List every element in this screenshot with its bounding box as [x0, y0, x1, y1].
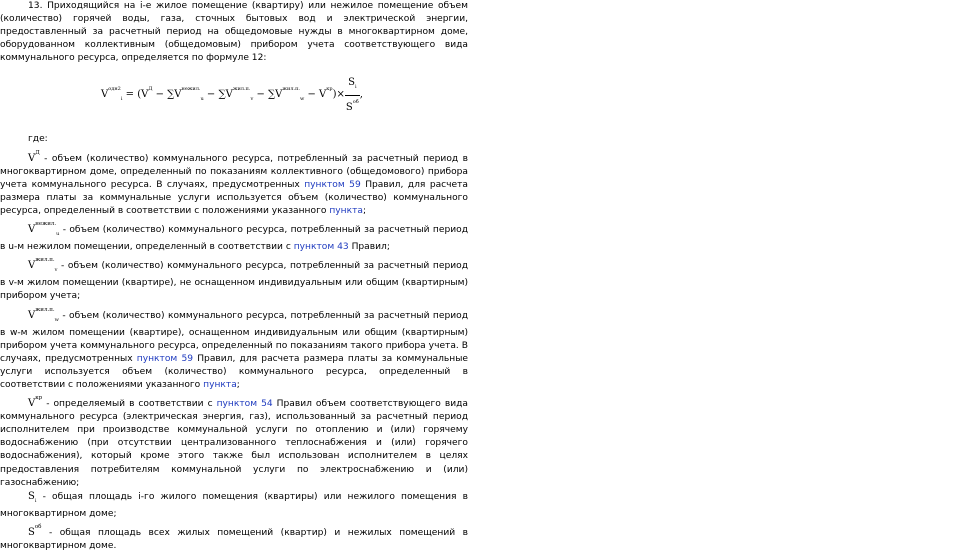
definition-text: Правил объем соответствующего вида коммунального ресурса (электрическая энергия, газ), использованный за расчетный период исполнителем при производстве коммунальной услуги по отоплению и (или) горячему водоснабжению (при отсутствии централизованного теплоснабжения и (или) горячего водоснабжения), который кроме этого также был использован исполнителем в целях предоставления потребителям коммунальной услуги по электроснабжению и (или) газоснабжению; [0, 399, 468, 488]
symbol-sub: v [54, 267, 58, 274]
rule-link[interactable]: пункта [203, 379, 237, 390]
definition-text: Правил, для расчета размера платы за коммунальные услуги используется объем (количество) коммунального ресурса, определенный в соответствии с положениями указанного [0, 179, 468, 216]
symbol-sup: кр [35, 395, 43, 402]
rule-link[interactable]: пунктом 59 [136, 353, 194, 364]
symbol-base: V [28, 152, 36, 164]
definition-text: Правил; [348, 242, 390, 253]
definition-text: - объем (количество) коммунального ресурса, потребленный за расчетный период в многоквартирном доме, определенный по показаниям коллективного (общедомового) прибора учета коммунального ресурса. В случаях, предусмотренных [0, 153, 468, 190]
definition-text: - общая площадь i-го жилого помещения (квартиры) или нежилого помещения в многоквартирном доме; [0, 491, 468, 519]
symbol-sub: u [56, 231, 60, 238]
symbol-base: V [28, 398, 36, 410]
f-cr-sup: кр [326, 86, 333, 93]
rule-link[interactable]: пунктом 54 [216, 399, 273, 410]
definition-text: - определяемый в соответствии с [42, 399, 217, 410]
symbol-sup: жил.п. [35, 306, 55, 313]
symbol-base: V [28, 309, 36, 321]
definition-symbol [28, 221, 60, 238]
formula-12 [0, 65, 468, 133]
f-v-sub: v [250, 96, 254, 103]
f-w-sup: жил.п. [282, 86, 301, 93]
document-body [0, 0, 468, 553]
symbol-sup: жил.п. [35, 257, 55, 264]
definition-symbol [28, 149, 40, 164]
definition-text: - объем (количество) коммунального ресурса, потребленный за расчетный период в v-м жилом помещении (квартире), не оснащенном индивидуальным или общим (квартирным) прибором учета; [0, 261, 468, 302]
definition-symbol [28, 523, 42, 538]
definition-item [0, 254, 468, 303]
intro-text: 13. Приходящийся на i-е жилое помещение (квартиру) или нежилое помещение объем (количество) горячей воды, газа, сточных бытовых вод и электрической энергии, предоставленный за расчетный период на общедомовые нужды в многоквартирном доме, оборудованном коллективным (общедомовым) прибором учета соответствующего вида коммунального ресурса, определяется по формуле 12: [0, 1, 468, 64]
definition-item [0, 521, 468, 553]
definition-symbol [28, 395, 43, 410]
symbol-base: V [28, 224, 36, 236]
f-v-sup: жил.п. [232, 86, 251, 93]
symbol-base: S [28, 490, 35, 502]
definition-item [0, 490, 468, 521]
rule-link[interactable]: пунктом 43 [293, 242, 349, 253]
symbol-sup: нежил. [35, 221, 57, 228]
f-num-sub: i [354, 84, 357, 91]
f-d-sup: Д [148, 86, 153, 93]
definition-item [0, 304, 468, 393]
definition-text: - объем (количество) коммунального ресурса, потребленный за расчетный период в u-м нежилом помещении, определенный в соответствии с [0, 225, 468, 253]
f-den: S [345, 101, 353, 113]
symbol-sub: i [34, 497, 37, 504]
definition-text: - объем (количество) коммунального ресурса, потребленный за расчетный период в w-м жилом помещении (квартире), оснащенном индивидуальным или общим (квартирным) прибором учета коммунального ресурса, определенный по показаниям такого прибора учета. В случаях, предусмотренных [0, 310, 468, 364]
f-w-sub: w [300, 96, 305, 103]
definition-symbol [28, 306, 59, 323]
f-lhs-sub: i [120, 96, 123, 103]
f-lhs-sup: одн2 [108, 86, 121, 93]
f-t2: − ∑V [203, 89, 233, 101]
symbol-sup: об [34, 523, 42, 530]
f-den-sup: об [352, 98, 359, 105]
definitions-list [0, 147, 468, 553]
f-u-sup: нежил. [181, 86, 201, 93]
intro-paragraph [0, 0, 468, 65]
symbol-sub: w [54, 316, 59, 323]
where-label: где: [28, 134, 48, 145]
f-num: S [348, 77, 355, 89]
f-t1: − ∑V [152, 89, 182, 101]
f-numerator [345, 76, 360, 95]
definition-text: ; [236, 379, 240, 390]
symbol-base: V [28, 260, 36, 272]
symbol-sup: Д [35, 149, 40, 156]
f-lhs: V [101, 89, 109, 101]
f-tail: , [359, 89, 363, 101]
f-u-sub: u [200, 96, 204, 103]
definition-item [0, 147, 468, 218]
definition-text: - общая площадь всех жилых помещений (квартир) и нежилых помещений в многоквартирном доме. [0, 527, 468, 551]
rule-link[interactable]: пунктом 59 [304, 179, 361, 190]
f-denominator [345, 96, 360, 114]
rule-link[interactable]: пункта [329, 205, 363, 216]
definition-symbol [28, 257, 58, 274]
f-t4: − V [304, 89, 327, 101]
symbol-base: S [28, 526, 35, 538]
f-t3: − ∑V [253, 89, 283, 101]
definition-item [0, 218, 468, 254]
definition-text: Правил, для расчета размера платы за коммунальные услуги используется объем (количество) коммунального ресурса, определенный в соответствии с положениями указанного [0, 353, 468, 390]
formula-fraction [345, 76, 360, 113]
formula-expression [101, 76, 363, 113]
definition-item [0, 392, 468, 490]
f-eq: = (V [122, 89, 149, 101]
f-t5: )× [332, 89, 345, 101]
definition-text: ; [362, 205, 367, 216]
